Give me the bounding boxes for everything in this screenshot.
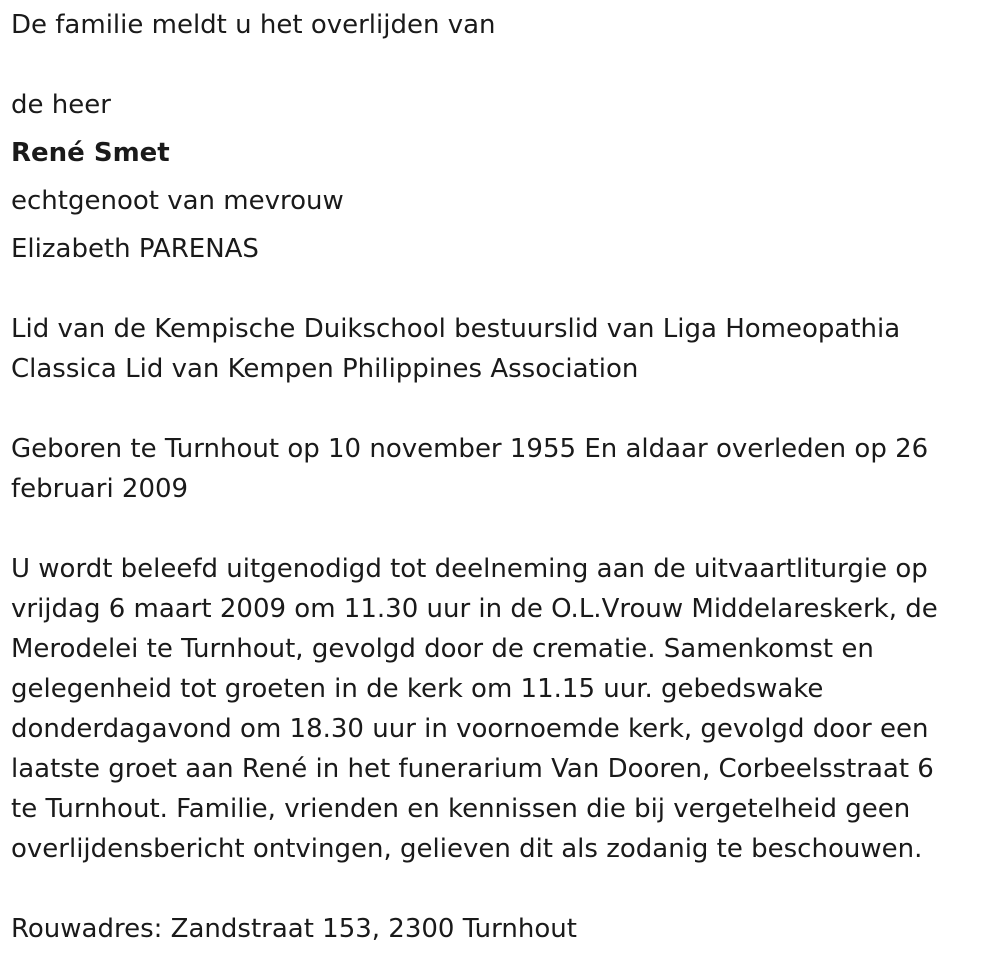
ceremony-line: donderdagavond om 18.30 uur in voornoemde kerk, gevolgd door een (11, 714, 929, 744)
birth-death-paragraph (11, 429, 986, 509)
deceased-name: René Smet (11, 138, 170, 168)
spacer (11, 869, 986, 909)
salutation-title: de heer (11, 90, 111, 120)
ceremony-paragraph (11, 549, 986, 869)
spacer (11, 389, 986, 429)
spacer (11, 509, 986, 549)
ceremony-line: Merodelei te Turnhout, gevolgd door de crematie. Samenkomst en (11, 634, 874, 664)
memberships-paragraph (11, 309, 986, 389)
birth-death-line: februari 2009 (11, 474, 189, 504)
intro-text: De familie meldt u het overlijden van (11, 10, 496, 40)
ceremony-line: U wordt beleefd uitgenodigd tot deelneming aan de uitvaartliturgie op (11, 554, 928, 584)
ceremony-line: laatste groet aan René in het funerarium Van Dooren, Corbeelsstraat 6 (11, 754, 934, 784)
memberships-line: Classica Lid van Kempen Philippines Association (11, 354, 639, 384)
spacer (11, 45, 986, 85)
ceremony-line: overlijdensbericht ontvingen, gelieven dit als zodanig te beschouwen. (11, 834, 923, 864)
spouse-label: echtgenoot van mevrouw (11, 186, 344, 216)
ceremony-line: te Turnhout. Familie, vrienden en kennissen die bij vergetelheid geen (11, 794, 911, 824)
ceremony-line: vrijdag 6 maart 2009 om 11.30 uur in de O.L.Vrouw Middelareskerk, de (11, 594, 938, 624)
ceremony-line: gelegenheid tot groeten in de kerk om 11.15 uur. gebedswake (11, 674, 824, 704)
memberships-line: Lid van de Kempische Duikschool bestuurslid van Liga Homeopathia (11, 314, 901, 344)
birth-death-line: Geboren te Turnhout op 10 november 1955 En aldaar overleden op 26 (11, 434, 929, 464)
spacer (11, 269, 986, 309)
mourning-address: Rouwadres: Zandstraat 153, 2300 Turnhout (11, 914, 577, 944)
spouse-name: Elizabeth PARENAS (11, 234, 259, 264)
